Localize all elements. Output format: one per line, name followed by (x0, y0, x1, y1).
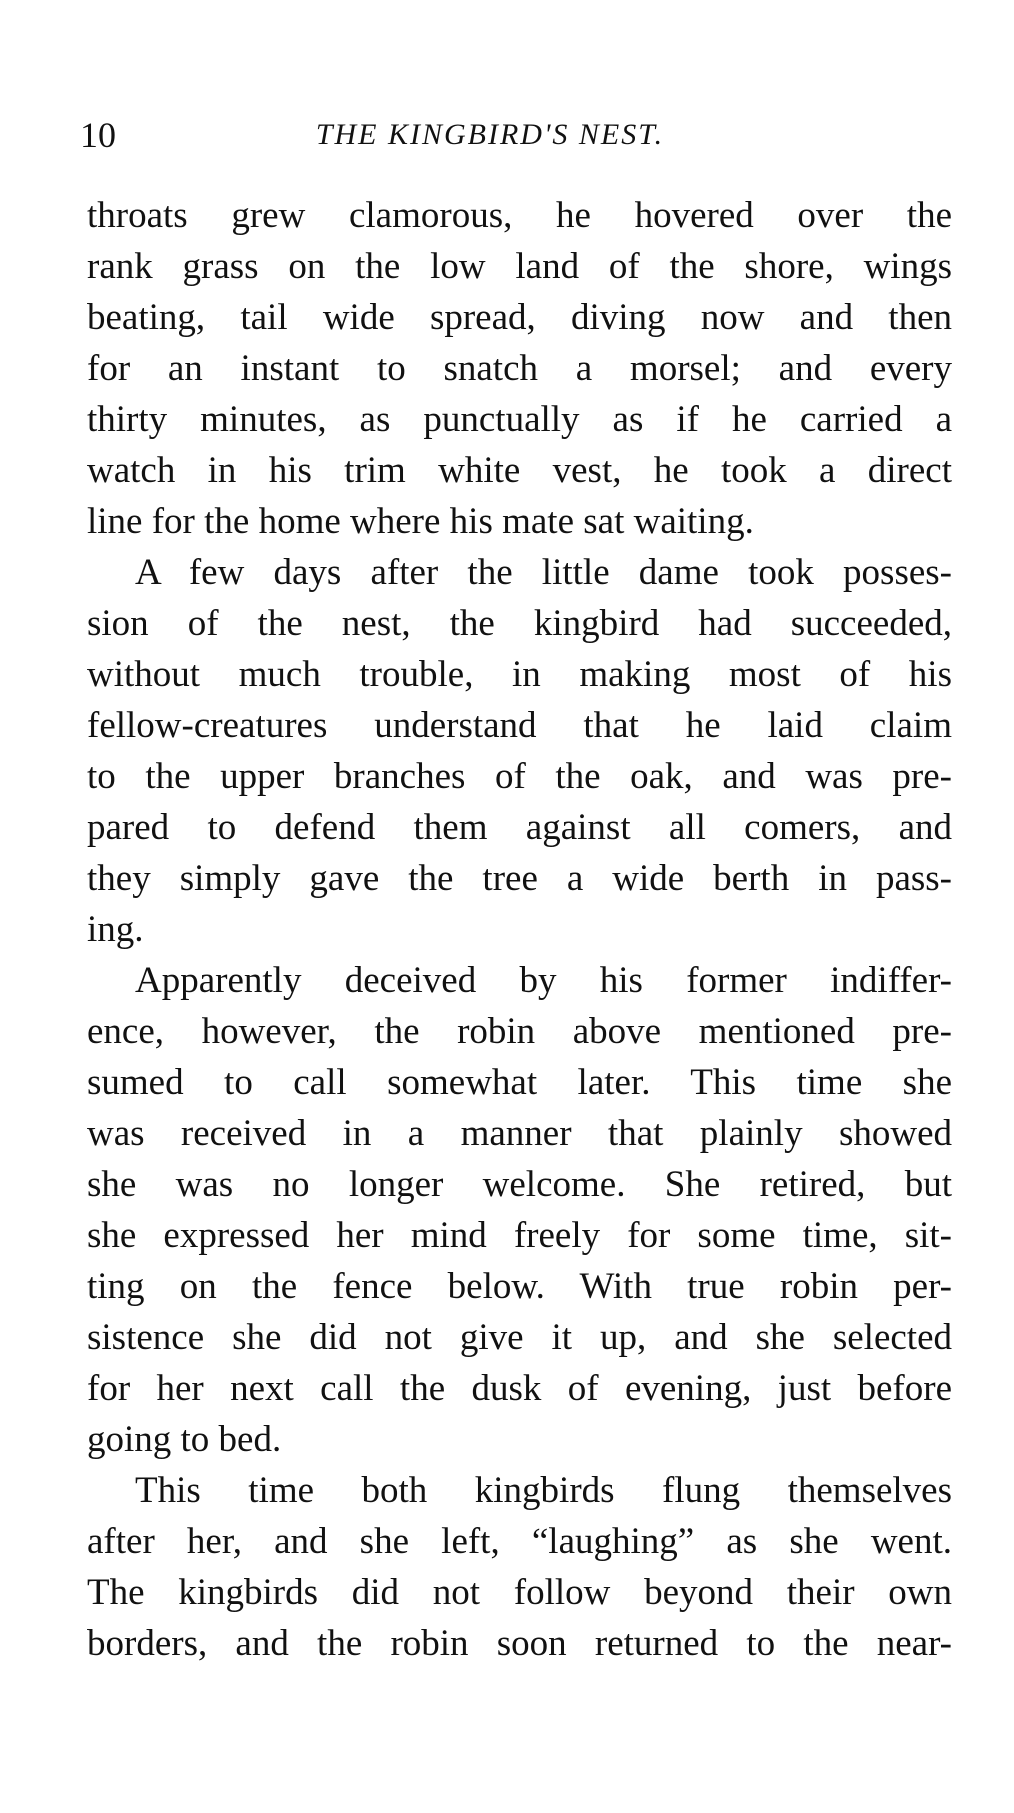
text-line: This time both kingbirds flung themselves (135, 1470, 952, 1511)
text-line: ence, however, the robin above mentioned pre- (87, 1011, 952, 1052)
text-line: after her, and she left, “laughing” as she went. (87, 1521, 952, 1562)
running-title: THE KINGBIRD'S NEST. (315, 118, 665, 151)
text-line: they simply gave the tree a wide berth in pass- (87, 858, 952, 899)
paragraph-3 (87, 955, 952, 1465)
text-line: to the upper branches of the oak, and was pre- (87, 756, 952, 797)
text-line: throats grew clamorous, he hovered over the (87, 195, 952, 236)
paragraph-4 (87, 1465, 952, 1669)
page-number: 10 (80, 115, 116, 155)
text-line: fellow-creatures understand that he laid claim (87, 705, 952, 746)
text-line: borders, and the robin soon returned to the near- (87, 1623, 952, 1664)
text-line: sumed to call somewhat later. This time she (87, 1062, 952, 1103)
page-header (80, 110, 960, 160)
text-line: going to bed. (87, 1419, 282, 1460)
text-line: sion of the nest, the kingbird had succeeded, (87, 603, 952, 644)
text-line: she expressed her mind freely for some time, sit- (87, 1215, 952, 1256)
text-line: sistence she did not give it up, and she selected (87, 1317, 952, 1358)
text-line: A few days after the little dame took posses- (135, 552, 952, 593)
text-line: beating, tail wide spread, diving now and then (87, 297, 952, 338)
text-line: ting on the fence below. With true robin per- (87, 1266, 952, 1307)
text-line: thirty minutes, as punctually as if he carried a (87, 399, 952, 440)
paragraph-1 (87, 190, 952, 547)
text-line: line for the home where his mate sat waiting. (87, 501, 754, 542)
paragraph-2 (87, 547, 952, 955)
text-line: ing. (87, 909, 144, 950)
text-line: was received in a manner that plainly showed (87, 1113, 952, 1154)
text-line: for an instant to snatch a morsel; and every (87, 348, 952, 389)
text-line: rank grass on the low land of the shore, wings (87, 246, 952, 287)
text-line: watch in his trim white vest, he took a direct (87, 450, 952, 491)
text-line: The kingbirds did not follow beyond their own (87, 1572, 952, 1613)
text-line: for her next call the dusk of evening, just before (87, 1368, 952, 1409)
body-text (87, 190, 952, 1669)
text-line: without much trouble, in making most of his (87, 654, 952, 695)
text-line: she was no longer welcome. She retired, but (87, 1164, 952, 1205)
text-line: pared to defend them against all comers, and (87, 807, 952, 848)
text-line: Apparently deceived by his former indiffer- (135, 960, 952, 1001)
